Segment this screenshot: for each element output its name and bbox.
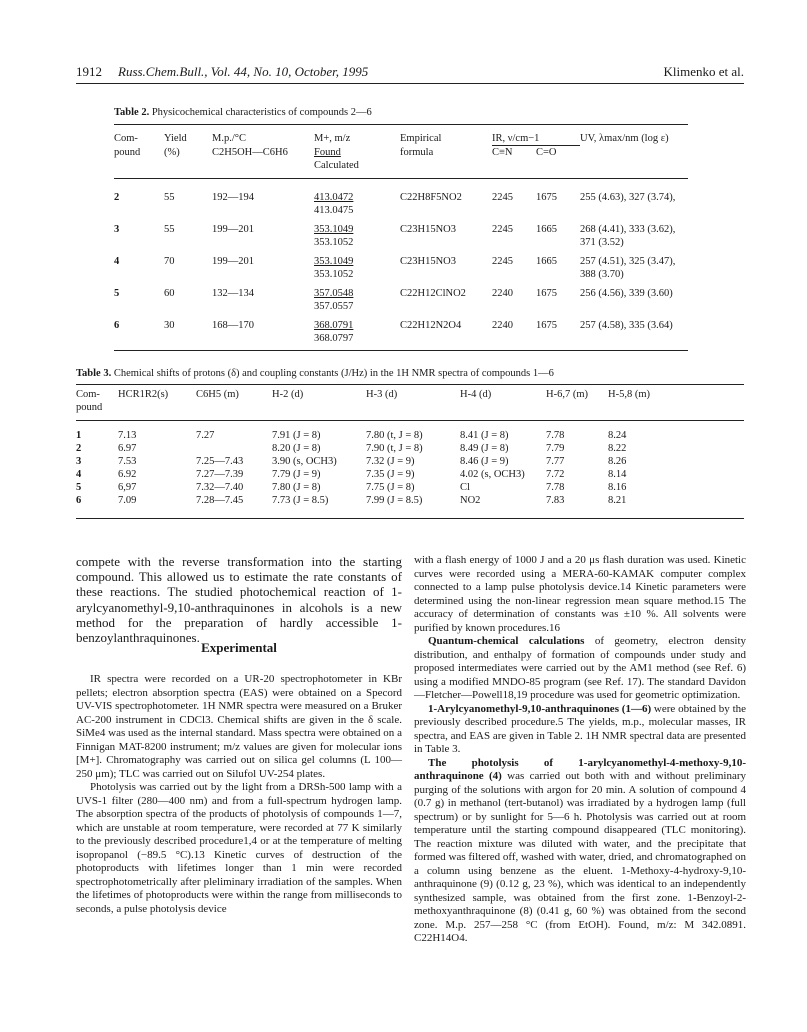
- experimental-paragraph-2: Photolysis was carried out by the light from a DRSh-500 lamp with a UVS-1 filter (280—400 nm) and from a full-spectrum hydrogen lamp. The absorption spectra of the products of photolysis of compounds 1—7, which are unstable at room temperature, were recorded at 77 K similarly to the previously described procedure1,4 or at the temperature of melting isopropanol (−89.5 °C).13 Kinetic curves of destruction of the photoproducts with lifetimes longer than 1 min were recorded spectrophotometrically after pleliminary irradiation of the samples. When the lifetimes of photoproducts were within the range from milliseconds to seconds, a pulse photolysis device: [76, 781, 402, 915]
- table3-cell: 7.35 (J = 9): [366, 469, 415, 480]
- right-column-body: [414, 554, 746, 946]
- table2-row: [114, 179, 688, 205]
- table2-row-continued: [114, 204, 688, 217]
- table3-cell: Cl: [460, 482, 470, 493]
- table2-head: UV, λmax/nm (log ε): [580, 133, 669, 144]
- table2-header-row: [114, 132, 688, 146]
- table3-cell: 7.27—7.39: [196, 469, 244, 480]
- table2-cell-uv2: 371 (3.52): [580, 237, 624, 248]
- table3-cell: 7.72: [546, 469, 565, 480]
- table2-cell-co: 1665: [536, 256, 557, 267]
- table3-head: C6H5 (m): [196, 389, 239, 400]
- table3-head: H-3 (d): [366, 389, 398, 400]
- table2-cell-id: 5: [114, 288, 120, 299]
- table2-header-row: [114, 146, 688, 160]
- table3-cell: 7.79 (J = 9): [272, 469, 321, 480]
- table2-cell-formula: C22H8F5NO2: [400, 192, 462, 203]
- table2-caption: [114, 107, 372, 118]
- table3-cell: 7.73 (J = 8.5): [272, 495, 329, 506]
- table2-head: Com-: [114, 133, 138, 144]
- table2-row-continued: [114, 236, 688, 249]
- table3-cell: 7.28—7.45: [196, 495, 244, 506]
- table2-cell-id: 4: [114, 256, 120, 267]
- table3-cell: 8.49 (J = 8): [460, 443, 509, 454]
- table3-cell: 7.32—7.40: [196, 482, 244, 493]
- table2-head: M+, m/z: [314, 133, 351, 144]
- table3-cell: 8.41 (J = 8): [460, 430, 509, 441]
- table2-row: [114, 249, 688, 268]
- table3-cell: 8.21: [608, 495, 627, 506]
- table2-cell-cn: 2240: [492, 320, 513, 331]
- table3-row: [76, 468, 744, 481]
- table2-cell-formula: C22H12N2O4: [400, 320, 462, 331]
- table2-cell-mp: 192—194: [212, 192, 254, 203]
- table2-cell-co: 1675: [536, 192, 557, 203]
- experimental-heading: Experimental: [201, 640, 277, 655]
- intro-paragraph: compete with the reverse transformation into the starting compound. This allowed us to estimate the rate constants of these reactions. The studied photochemical reaction of 1-arylcyanomethyl-9,10-anthraquinones in alcohols is a new method for the preparation of hardly accessible 1-benzoylanthraquinones.: [76, 554, 402, 646]
- table2-label: Table 2.: [114, 107, 150, 118]
- table3-caption: [76, 368, 554, 379]
- table2-head: (%): [164, 146, 180, 158]
- table2-cell-uv2: [580, 332, 688, 345]
- table2-row-continued: [114, 300, 688, 313]
- left-column-body: [76, 673, 402, 916]
- table2-head: C≡N: [492, 147, 513, 158]
- table3-cell: 7.09: [118, 495, 137, 506]
- table2-cell-uv2: 388 (3.70): [580, 269, 624, 280]
- table3-cell: 7.78: [546, 430, 565, 441]
- right-paragraph-2: [414, 635, 746, 703]
- table3-cell: 3: [76, 456, 82, 467]
- table3-cell: 1: [76, 430, 82, 441]
- table2-row: [114, 313, 688, 332]
- table2-cell-yield: 55: [164, 192, 175, 203]
- table3-header-row: [76, 401, 744, 421]
- table3-cell: 8.26: [608, 456, 627, 467]
- table3-cell: 7.77: [546, 456, 565, 467]
- table2-cell-uv2: [580, 300, 688, 313]
- table2-cell-uv1: 257 (4.51), 325 (3.47),: [580, 256, 676, 267]
- table3-cell: 3.90 (s, OCH3): [272, 456, 337, 467]
- table2-cell-mp: 132—134: [212, 288, 254, 299]
- table3-cell: 7.91 (J = 8): [272, 430, 321, 441]
- table3-cell: [196, 442, 268, 455]
- table2-row-continued: [114, 332, 688, 345]
- photolysis-text: was carried out both with and without preliminary purging of the solutions with argon for 20 min. A solution of compound 4 (0.7 g) in methanol (tert-butanol) was irradiated by a hydrogen lamp (full spectrum) or by sunlight for 5—6 h. Photolysis was carried out at room temperature until the starting compound disappeared (TLC monitoring). The reaction mixture was diluted with water, and the precipitate that formed was filtered off, washed with water, dried, and chromatographed on a column using benzene as the eluent. 1-Methoxy-4-hydroxy-9,10-anthraquinone (9) (0.12 g, 23 %), which was identical to an independently synthesized sample, was obtained from the first zone. 1-Benzoyl-2-methoxyanthraquinone (8) (0.41 g, 60 %) was obtained from the second zone. M.p. 257—258 °C (from EtOH). Found, m/z: M 342.0891. C22H14O4.: [414, 770, 746, 944]
- table3-cell: 7.25—7.43: [196, 456, 244, 467]
- table3-head: H-6,7 (m): [546, 389, 588, 400]
- table3-cell: 8.16: [608, 482, 627, 493]
- table2-cell-uv1: 256 (4.56), 339 (3.60): [580, 288, 673, 299]
- table2-head: C2H5OH—C6H6: [212, 146, 288, 158]
- table2-cell-co: 1675: [536, 288, 557, 299]
- table3-cell: 6: [76, 495, 82, 506]
- table2-cell-found: 368.0791: [314, 320, 354, 331]
- table2-top-rule: [114, 124, 688, 125]
- table3-cell: 7.27: [196, 430, 215, 441]
- quantum-text: of geometry, electron density distribution, and enthalpy of formation of compounds under study and proposed intermediates were carried out by the AM1 method (see Ref. 6) using a modified MNDO-85 program (see Ref. 17). The standard Davidon—Fletcher—Powell18,19 procedure was used for geometric optimization.: [414, 635, 746, 701]
- table2-cell-uv1: 257 (4.58), 335 (3.64): [580, 320, 673, 331]
- table2-head: Found: [314, 146, 341, 158]
- table2-head-ir: IR, ν/cm−1: [492, 132, 580, 146]
- page-number: 1912: [76, 64, 102, 79]
- table3-cell: 4: [76, 469, 82, 480]
- table3-bottom-rule: [76, 518, 744, 519]
- table2-cell-co: 1675: [536, 320, 557, 331]
- table2-cell-co: 1665: [536, 224, 557, 235]
- right-paragraph-3: [414, 703, 746, 757]
- table2-cell-uv2: [580, 204, 688, 217]
- table2-cell-formula: C23H15NO3: [400, 256, 457, 267]
- table2-cell-yield: 70: [164, 256, 175, 267]
- table2-cell-mp: 199—201: [212, 224, 254, 235]
- table3-cell: NO2: [460, 495, 481, 506]
- table3-cell: 6,97: [118, 482, 137, 493]
- table2-row: [114, 281, 688, 300]
- table2-head: C=O: [536, 147, 557, 158]
- table3-row: [76, 481, 744, 494]
- table2-cell-calc: 368.0797: [314, 333, 354, 344]
- table2-cell-yield: 60: [164, 288, 175, 299]
- table3-cell: 7.90 (t, J = 8): [366, 443, 423, 454]
- table3-cell: 8.24: [608, 430, 627, 441]
- table2: [114, 132, 688, 345]
- table2-caption-text: Physicochemical characteristics of compounds 2—6: [151, 107, 372, 118]
- table2-cell-mp: 168—170: [212, 320, 254, 331]
- table2-cell-found: 353.1049: [314, 256, 354, 267]
- table2-cell-calc: 413.0475: [314, 205, 354, 216]
- table3-cell: 7.80 (J = 8): [272, 482, 321, 493]
- table3-cell: 7.13: [118, 430, 137, 441]
- table3-head: Com-: [76, 389, 100, 400]
- table3-caption-text: Chemical shifts of protons (δ) and coupling constants (J/Hz) in the 1H NMR spectra of compounds 1—6: [113, 368, 554, 379]
- table2-cell-cn: 2245: [492, 256, 513, 267]
- table2-head: Calculated: [314, 160, 359, 171]
- table3-cell: 4.02 (s, OCH3): [460, 469, 525, 480]
- table3-label: Table 3.: [76, 368, 112, 379]
- table2-cell-found: 353.1049: [314, 224, 354, 235]
- table3-head: H-4 (d): [460, 389, 492, 400]
- table2-cell-id: 2: [114, 192, 120, 203]
- table3-row: [76, 494, 744, 507]
- table3-cell: 8.22: [608, 443, 627, 454]
- table2-cell-calc: 353.1052: [314, 237, 354, 248]
- table2-cell-id: 6: [114, 320, 120, 331]
- photolysis-heading: The photolysis of 1-arylcyanomethyl-4-methoxy-9,10-anthraquinone (4): [414, 756, 746, 782]
- table2-head: Yield: [164, 133, 187, 144]
- table3-row: [76, 421, 744, 443]
- table3-cell: 7.78: [546, 482, 565, 493]
- table2-cell-found: 413.0472: [314, 192, 354, 203]
- table2-cell-cn: 2240: [492, 288, 513, 299]
- table2-row: [114, 217, 688, 236]
- table2-cell-calc: 353.1052: [314, 269, 354, 280]
- header-rule: [76, 83, 744, 84]
- table2-bottom-rule: [114, 350, 688, 351]
- quantum-heading: Quantum-chemical calculations: [428, 635, 585, 647]
- table3-cell: 7.79: [546, 443, 565, 454]
- table2-cell-yield: 30: [164, 320, 175, 331]
- experimental-paragraph-1: IR spectra were recorded on a UR-20 spectrophotometer in KBr pellets; electron absorption spectra (EAS) were obtained on a Specord UV-VIS spectrophotometer. 1H NMR spectra were measured on a Bruker AC-200 instrument in CDCl3. Chemical shifts are given in the δ scale. SiMe4 was used as the internal standard. Mass spectra were obtained on a Finnigan MAT-8200 instrument; m/z values are given for molecular ions [M+]. Chromatography was carried out on silica gel columns (L 100—250 μm); TLC was carried out on Silufol UV-254 plates.: [76, 673, 402, 780]
- table3-cell: 6.97: [118, 443, 137, 454]
- table3-cell: 7.32 (J = 9): [366, 456, 415, 467]
- table2-cell-yield: 55: [164, 224, 175, 235]
- table3-cell: 6.92: [118, 469, 137, 480]
- table2-cell-found: 357.0548: [314, 288, 354, 299]
- table2-head: formula: [400, 146, 434, 158]
- table3-cell: 7.53: [118, 456, 137, 467]
- running-authors: Klimenko et al.: [663, 64, 744, 79]
- table2-cell-calc: 357.0557: [314, 301, 354, 312]
- table3-cell: 7.80 (t, J = 8): [366, 430, 423, 441]
- table3-row: [76, 455, 744, 468]
- table2-cell-mp: 199—201: [212, 256, 254, 267]
- table3-cell: 7.75 (J = 8): [366, 482, 415, 493]
- table2-head: pound: [114, 146, 141, 158]
- anthraquinones-heading: 1-Arylcyanomethyl-9,10-anthraquinones (1—6): [428, 702, 652, 715]
- table3-cell: 8.46 (J = 9): [460, 456, 509, 467]
- table3-head: HCR1R2(s): [118, 389, 169, 400]
- table2-head: M.p./°C: [212, 133, 246, 144]
- table3: [76, 388, 744, 507]
- table3-cell: 7.83: [546, 495, 565, 506]
- table2-cell-formula: C22H12ClNO2: [400, 288, 466, 299]
- table2-cell-cn: 2245: [492, 224, 513, 235]
- table3-cell: 8.20 (J = 8): [272, 443, 321, 454]
- table2-cell-id: 3: [114, 224, 120, 235]
- table2-cell-cn: 2245: [492, 192, 513, 203]
- table3-head: H-2 (d): [272, 389, 304, 400]
- table2-cell-formula: C23H15NO3: [400, 224, 457, 235]
- table3-top-rule: [76, 384, 744, 385]
- table3-head: H-5,8 (m): [608, 389, 650, 400]
- table3-head: pound: [76, 402, 103, 413]
- table3-cell: 5: [76, 482, 82, 493]
- right-paragraph-4: [414, 757, 746, 946]
- right-paragraph-1: with a flash energy of 1000 J and a 20 μs flash duration was used. Kinetic curves were recorded using a MERA-60-KAMAK computer complex connected to a lamp pulse photolysis device.14 Kinetic parameters were determined using the non-linear regression mean square method.15 The accuracy of determination of constants was ±10 %. All solvents were purified by known procedures.16: [414, 554, 746, 634]
- table2-head: Empirical: [400, 133, 442, 144]
- table3-header-row: [76, 388, 744, 401]
- table3-cell: 2: [76, 443, 82, 454]
- table3-cell: 7.99 (J = 8.5): [366, 495, 423, 506]
- table3-row: [76, 442, 744, 455]
- table2-cell-uv1: 255 (4.63), 327 (3.74),: [580, 192, 676, 203]
- table2-header-row: [114, 159, 688, 179]
- anthraquinones-text: were obtained by the previously described procedure.5 The yields, m.p., molecular masses, IR spectra, and EAS are given in Table 2. 1H NMR spectral data are presented in Table 3.: [414, 702, 747, 755]
- table2-row-continued: [114, 268, 688, 281]
- journal-reference: Russ.Chem.Bull., Vol. 44, No. 10, October, 1995: [118, 64, 369, 79]
- table2-cell-uv1: 268 (4.41), 333 (3.62),: [580, 224, 676, 235]
- table3-cell: 8.14: [608, 469, 627, 480]
